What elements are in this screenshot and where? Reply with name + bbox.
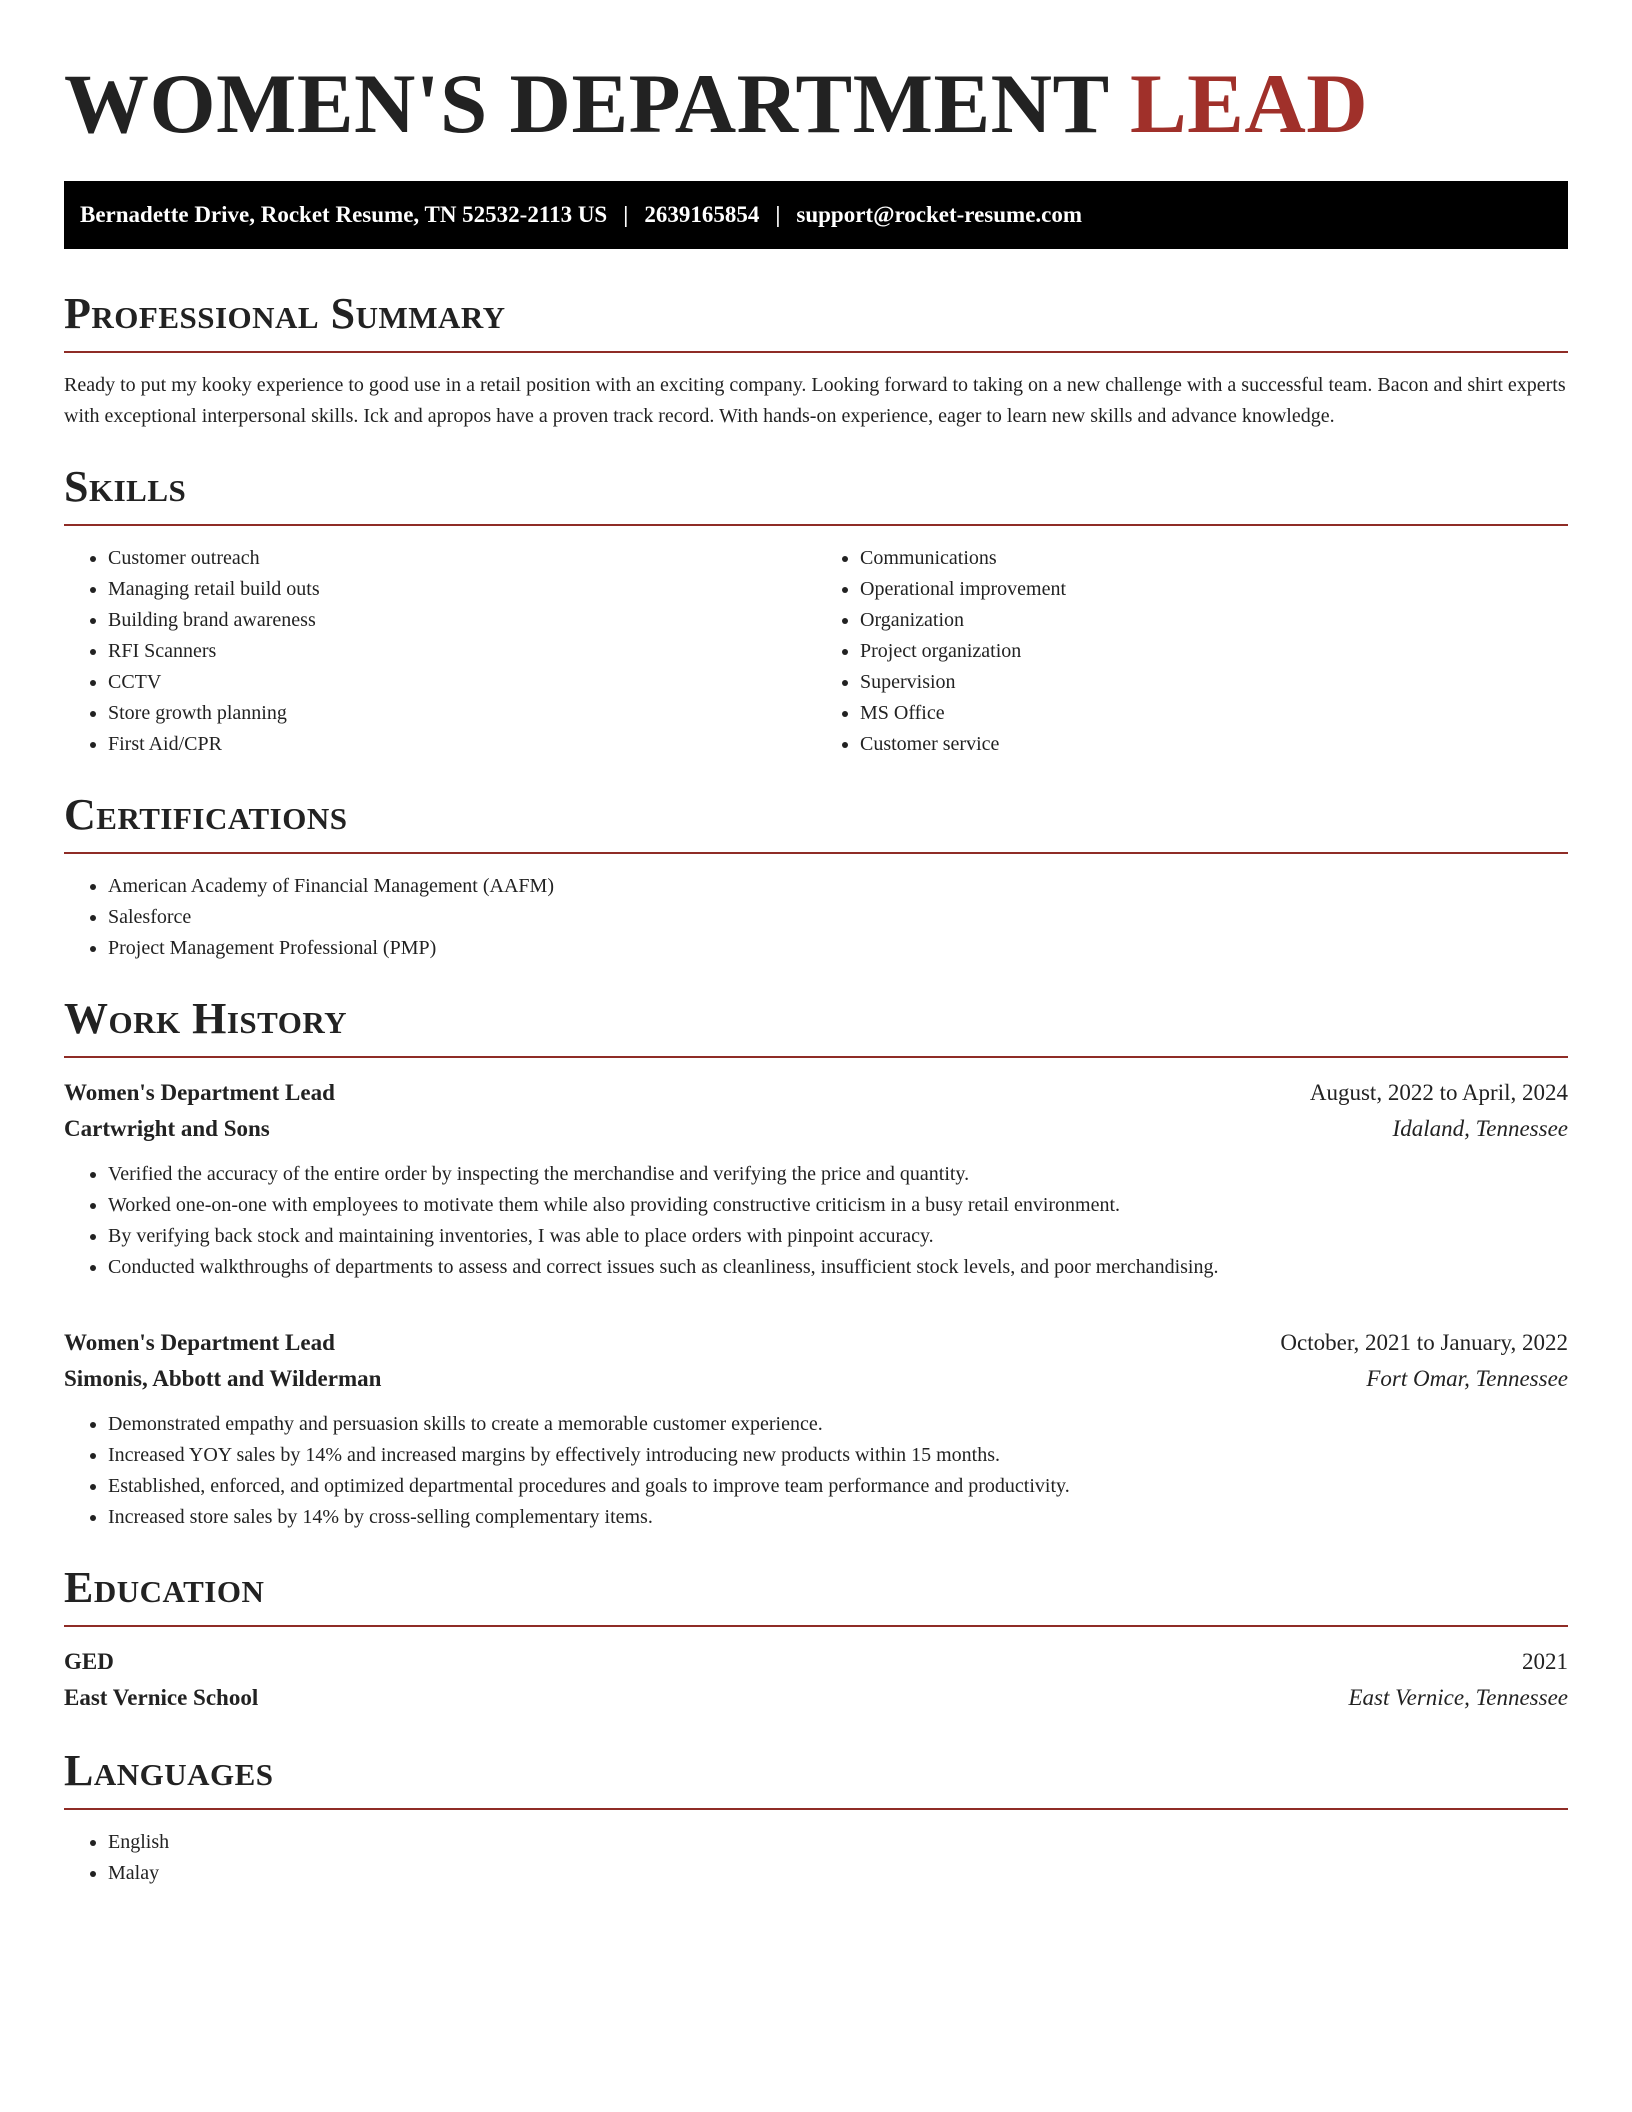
title-main: WOMEN'S DEPARTMENT — [64, 57, 1109, 151]
section-heading: Skills — [64, 462, 187, 511]
job-bullet: • Worked one-on-one with employees to motivate them while also providing constructive criticism in a busy retail environment. — [108, 1190, 1568, 1221]
job-dates: October, 2021 to January, 2022 — [1280, 1330, 1568, 1355]
skill-item: • Organization — [860, 605, 1568, 636]
section-divider — [64, 1056, 1568, 1058]
skills-section — [64, 462, 1568, 760]
job-dates: August, 2022 to April, 2024 — [1309, 1080, 1568, 1105]
contact-phone: 2639165854 — [644, 202, 760, 227]
skill-item: • CCTV — [108, 667, 816, 698]
summary-text: Ready to put my kooky experience to good use in a retail position with an exciting company. Looking forward to taking on a new challenge with a successful team. Bacon and shirt experts with exceptional interpersonal skills. Ick and apropos have a proven track record. With hands-on experience, eager to learn new skills and advance knowledge. — [64, 374, 1566, 427]
job-bullets — [64, 1409, 1568, 1533]
certifications-list — [64, 871, 1568, 964]
skill-item: • Project organization — [860, 636, 1568, 667]
job-location: Idaland, Tennessee — [1392, 1116, 1568, 1141]
job-bullet: • Conducted walkthroughs of departments to assess and correct issues such as cleanliness, insufficient stock levels, and poor merchandising. — [108, 1252, 1568, 1283]
language-item: • Malay — [108, 1858, 1568, 1889]
education-degree-row — [64, 1644, 1568, 1680]
section-heading: Professional Summary — [64, 289, 506, 338]
skill-item: • Customer outreach — [108, 543, 816, 574]
section-heading: Certifications — [64, 790, 348, 839]
skill-item: • RFI Scanners — [108, 636, 816, 667]
job-company-row — [64, 1361, 1568, 1397]
languages-section — [64, 1746, 1568, 1889]
resume-title — [64, 58, 1568, 150]
skill-item: • Communications — [860, 543, 1568, 574]
contact-email: support@rocket-resume.com — [796, 202, 1083, 227]
education-school-row — [64, 1680, 1568, 1716]
summary-section — [64, 289, 1568, 432]
skill-item: • Managing retail build outs — [108, 574, 816, 605]
job-bullet: • Verified the accuracy of the entire order by inspecting the merchandise and verifying the price and quantity. — [108, 1159, 1568, 1190]
section-divider — [64, 852, 1568, 854]
job-bullet: • By verifying back stock and maintaining inventories, I was able to place orders with pinpoint accuracy. — [108, 1221, 1568, 1252]
job-bullets — [64, 1159, 1568, 1283]
certifications-section — [64, 790, 1568, 964]
certification-item: • American Academy of Financial Management (AAFM) — [108, 871, 1568, 902]
contact-separator: | — [775, 202, 781, 227]
job-bullet: • Demonstrated empathy and persuasion skills to create a memorable customer experience. — [108, 1409, 1568, 1440]
section-heading: Languages — [64, 1746, 274, 1795]
skills-list-left — [64, 543, 816, 760]
section-heading: Education — [64, 1563, 265, 1612]
skill-item: • Operational improvement — [860, 574, 1568, 605]
skill-item: • MS Office — [860, 698, 1568, 729]
contact-address: Bernadette Drive, Rocket Resume, TN 52532-2113 US — [80, 202, 608, 227]
job-header-row — [64, 1075, 1568, 1111]
skill-item: • Building brand awareness — [108, 605, 816, 636]
certification-item: • Salesforce — [108, 902, 1568, 933]
contact-bar — [64, 181, 1568, 249]
job-title: Women's Department Lead — [64, 1330, 335, 1355]
job-company: Simonis, Abbott and Wilderman — [64, 1366, 382, 1391]
skills-grid — [64, 543, 1568, 760]
title-accent: LEAD — [1129, 57, 1369, 151]
job-bullet: • Increased store sales by 14% by cross-selling complementary items. — [108, 1502, 1568, 1533]
job-bullet: • Increased YOY sales by 14% and increased margins by effectively introducing new products within 15 months. — [108, 1440, 1568, 1471]
education-year: 2021 — [1522, 1649, 1568, 1674]
language-item: • English — [108, 1827, 1568, 1858]
job-location: Fort Omar, Tennessee — [1366, 1366, 1568, 1391]
education-degree: GED — [64, 1649, 114, 1674]
section-divider — [64, 351, 1568, 353]
job-bullet: • Established, enforced, and optimized departmental procedures and goals to improve team performance and productivity. — [108, 1471, 1568, 1502]
job-company-row — [64, 1111, 1568, 1147]
work-history-section — [64, 994, 1568, 1533]
certification-item: • Project Management Professional (PMP) — [108, 933, 1568, 964]
skill-item: • First Aid/CPR — [108, 729, 816, 760]
skill-item: • Customer service — [860, 729, 1568, 760]
education-school: East Vernice School — [64, 1685, 259, 1710]
languages-list — [64, 1827, 1568, 1889]
section-heading: Work History — [64, 994, 348, 1043]
education-section — [64, 1563, 1568, 1716]
job-entry — [64, 1075, 1568, 1283]
skill-item: • Store growth planning — [108, 698, 816, 729]
education-location: East Vernice, Tennessee — [1348, 1685, 1568, 1710]
skill-item: • Supervision — [860, 667, 1568, 698]
contact-separator: | — [623, 202, 629, 227]
section-divider — [64, 524, 1568, 526]
job-company: Cartwright and Sons — [64, 1116, 270, 1141]
section-divider — [64, 1625, 1568, 1627]
job-header-row — [64, 1325, 1568, 1361]
skills-list-right — [816, 543, 1568, 760]
job-entry — [64, 1325, 1568, 1533]
job-title: Women's Department Lead — [64, 1080, 335, 1105]
section-divider — [64, 1808, 1568, 1810]
